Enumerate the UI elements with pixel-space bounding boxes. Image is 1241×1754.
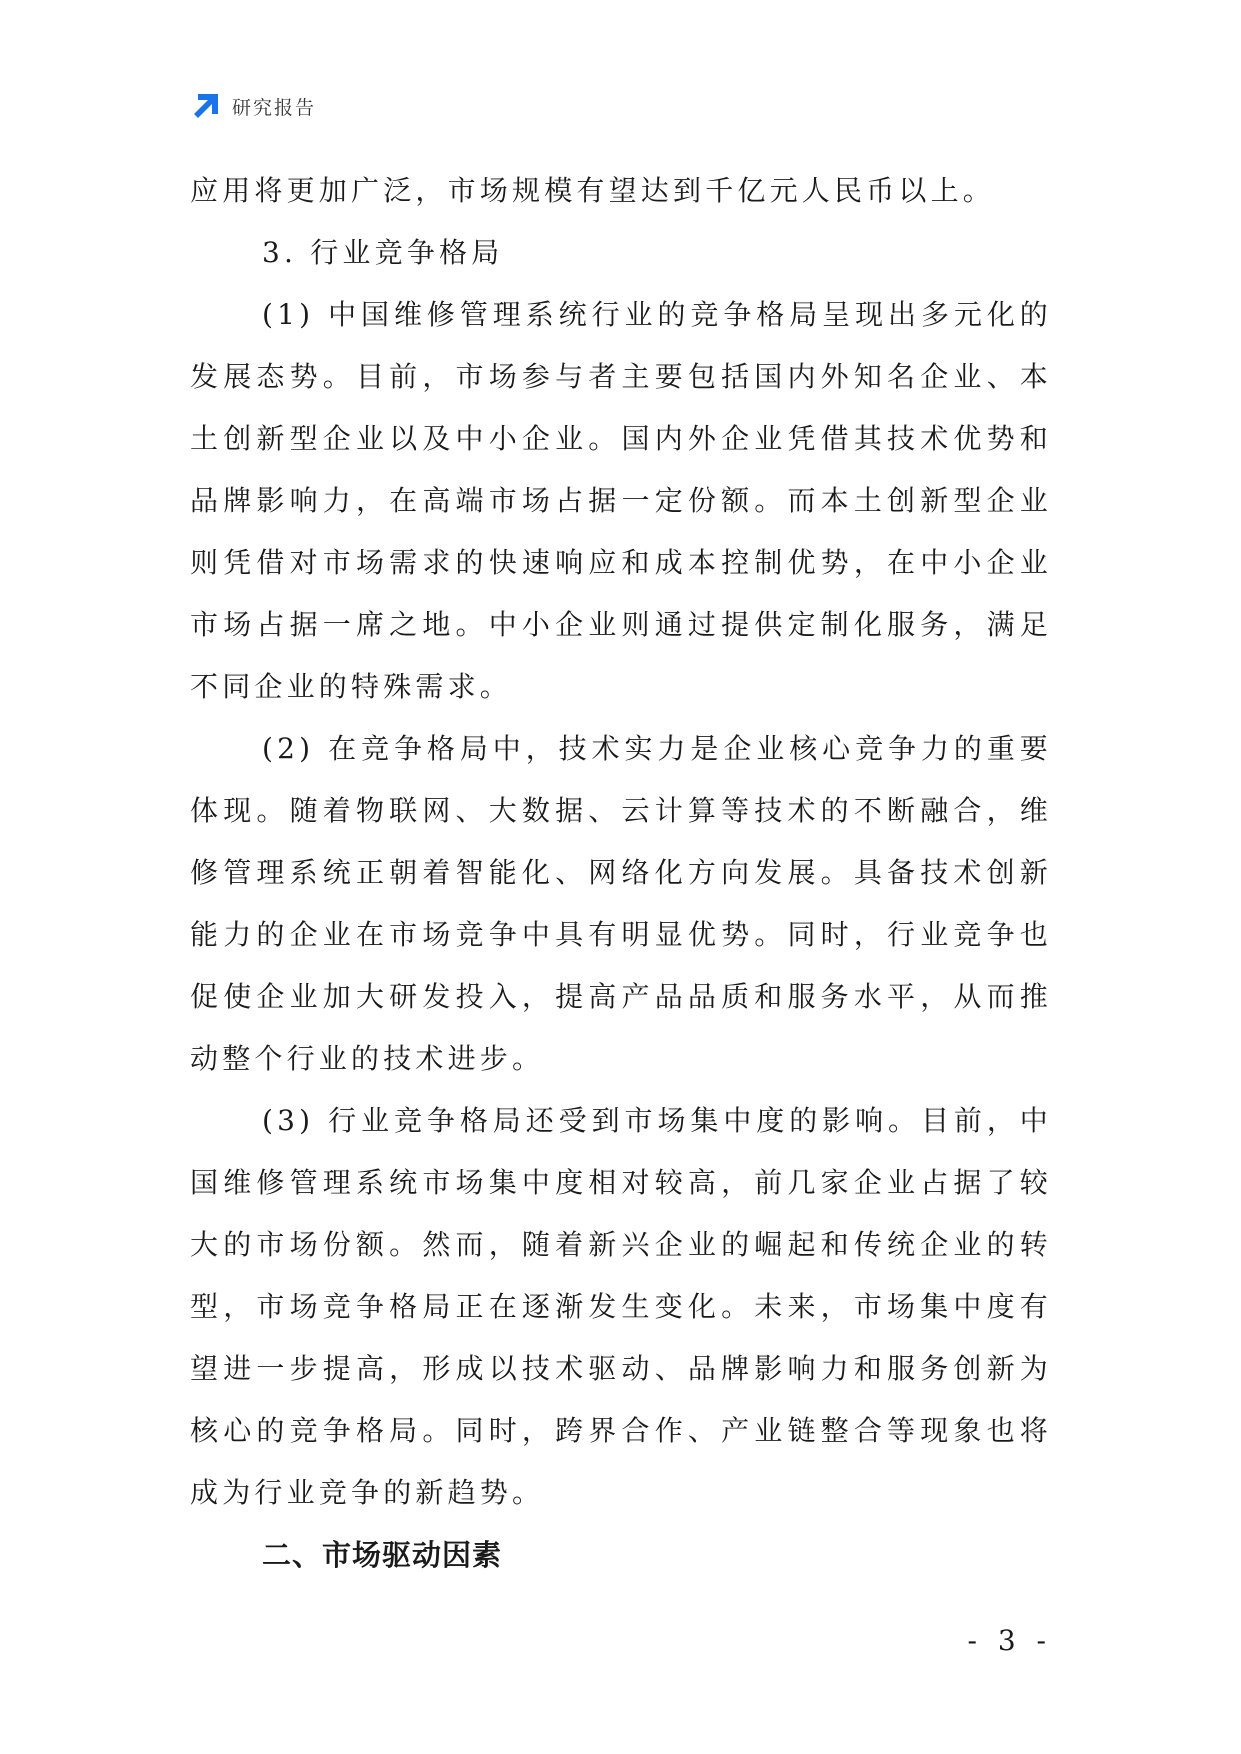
arrow-up-right-icon: [190, 90, 222, 122]
header-label: 研究报告: [232, 96, 317, 119]
page-header: [190, 88, 316, 124]
subsection-heading: 3. 行业竞争格局: [262, 236, 504, 269]
paragraph-point-1: (1) 中国维修管理系统行业的竞争格局呈现出多元化的发展态势。目前，市场参与者主要包括国内外知名企业、本土创新型企业以及中小企业。国内外企业凭借其技术优势和品牌影响力，在高端市场占据一定份额。而本土创新型企业则凭借对市场需求的快速响应和成本控制优势，在中小企业市场占据一席之地。中小企业则通过提供定制化服务，满足不同企业的特殊需求。: [190, 298, 1052, 703]
page-number: - 3 -: [967, 1624, 1052, 1657]
section-heading: 二、市场驱动因素: [262, 1538, 503, 1572]
paragraph-continuation: 应用将更加广泛，市场规模有望达到千亿元人民币以上。: [190, 174, 996, 207]
document-body: [190, 160, 1052, 1586]
paragraph-point-2: (2) 在竞争格局中，技术实力是企业核心竞争力的重要体现。随着物联网、大数据、云计算等技术的不断融合，维修管理系统正朝着智能化、网络化方向发展。具备技术创新能力的企业在市场竞争中具有明显优势。同时，行业竞争也促使企业加大研发投入，提高产品品质和服务水平，从而推动整个行业的技术进步。: [190, 732, 1052, 1075]
paragraph-point-3: (3) 行业竞争格局还受到市场集中度的影响。目前，中国维修管理系统市场集中度相对较高，前几家企业占据了较大的市场份额。然而，随着新兴企业的崛起和传统企业的转型，市场竞争格局正在逐渐发生变化。未来，市场集中度有望进一步提高，形成以技术驱动、品牌影响力和服务创新为核心的竞争格局。同时，跨界合作、产业链整合等现象也将成为行业竞争的新趋势。: [190, 1104, 1052, 1509]
